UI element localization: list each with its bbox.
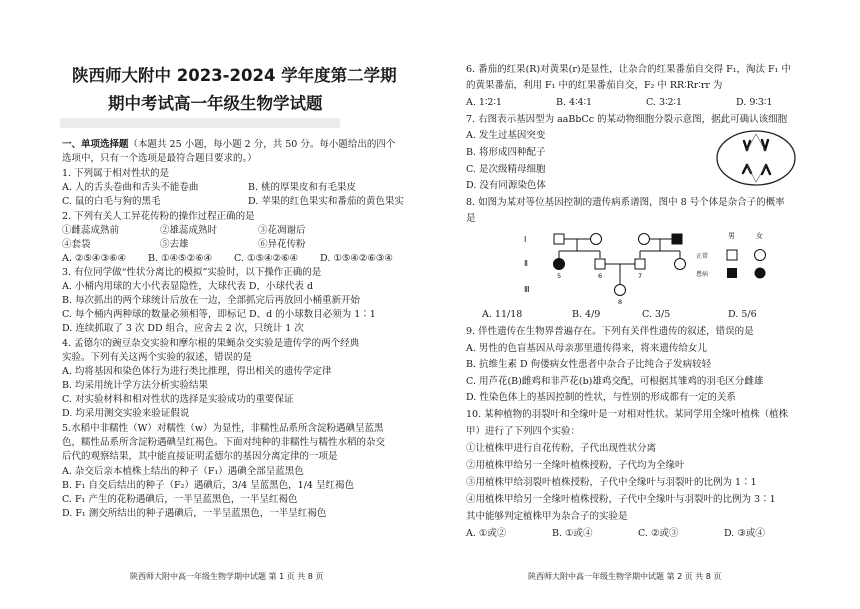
- chromosome-2: [762, 140, 768, 150]
- q4-option-c: C. 对实验材料和相对性状的选择是实验成功的重要保证: [62, 394, 294, 405]
- pedigree-num-5: 5: [557, 272, 562, 280]
- individual-3-circle: [639, 234, 650, 245]
- q3-option-b: B. 每次抓出的两个球统计后放在一边，全部抓完后再放回小桶重新开始: [62, 295, 361, 306]
- legend-affected: 患病: [696, 271, 709, 278]
- q2-stem: 2. 下列有关人工异花传粉的操作过程正确的是: [62, 211, 255, 222]
- q9-option-a: A. 男性的色盲基因从母亲那里遗传得来，将来遗传给女儿: [466, 343, 707, 354]
- q2-option-b: B. ①④⑤②⑥④: [148, 253, 213, 264]
- q8-option-a: A. 11/18: [482, 309, 523, 320]
- q2-option-d: D. ①⑤④②⑥③④: [320, 253, 393, 264]
- individual-8a-circle: [675, 259, 686, 270]
- q8-stem-a: 8. 如图为某对等位基因控制的遗传病系谱图，图中 8 号个体是杂合子的概率: [466, 197, 785, 208]
- q5-stem-b: 色，糯性品系所含淀粉遇碘呈红褐色。下面对纯种的非糯性与糯性水稻的杂交: [62, 437, 386, 448]
- section1-header: [62, 139, 395, 151]
- q8-option-c: C. 3/5: [642, 309, 671, 320]
- chromosome-1: [744, 141, 750, 150]
- q5-option-d: D. F₁ 测交所结出的种子遇碘后，一半呈蓝黑色，一半呈红褐色: [62, 508, 327, 519]
- q6-stem-a: 6. 番茄的红果(R)对黄果(r)是显性，让杂合的红果番茄自交得 F₁，淘汰 F₁ 中: [466, 64, 791, 75]
- legend-female: 女: [756, 232, 763, 240]
- section1-heading: 一、单项选择题: [62, 139, 129, 150]
- q1-stem: 1. 下列属于相对性状的是: [62, 168, 170, 179]
- left-footer: 陕西师大附中高一年级生物学期中试题 第 1 页 共 8 页: [130, 572, 324, 581]
- individual-8-circle: [615, 285, 626, 296]
- q10-option-d: D. ③或④: [724, 528, 765, 539]
- q10-option-c: C. ②或③: [638, 528, 679, 539]
- q9-option-d: D. 性染色体上的基因控制的性状，与性别的形成都有一定的关系: [466, 392, 736, 403]
- pedigree-num-7: 7: [638, 272, 643, 280]
- q7-option-a: A. 发生过基因突变: [466, 130, 546, 141]
- individual-7-square: [635, 259, 645, 269]
- q6-option-a: A. 1∶2∶1: [466, 97, 502, 108]
- individual-4-square-affected: [672, 234, 682, 244]
- section1-desc-a: （本题共 25 小题，每小题 2 分，共 50 分。每小题给出的四个: [128, 139, 396, 150]
- q6-stem-b: 的黄果番茄，利用 F₁ 中的红果番茄自交，F₂ 中 RR∶Rr∶rr 为: [466, 80, 723, 91]
- legend-normal-male-icon: [727, 250, 737, 260]
- cell-division-figure: [714, 128, 798, 188]
- q4-option-b: B. 均采用统计学方法分析实验结果: [62, 380, 209, 391]
- legend-male: 男: [728, 232, 735, 240]
- q8-option-d: D. 5/6: [728, 309, 757, 320]
- pedigree-legend: [696, 231, 766, 279]
- q6-option-b: B. 4∶4∶1: [556, 97, 593, 108]
- q5-stem-a: 5.水稻中非糯性（W）对糯性（w）为显性，非糯性品系所含淀粉遇碘呈蓝黑: [62, 423, 384, 434]
- q8-stem-b: 是: [466, 213, 476, 224]
- q2-option-c: C. ①⑤④②⑥④: [234, 253, 299, 264]
- q7-option-d: D. 没有同源染色体: [466, 180, 546, 191]
- q2-item-3: ③花凋谢后: [258, 225, 306, 236]
- q10-option-b: B. ①或④: [552, 528, 593, 539]
- chromosome-3: [743, 165, 751, 173]
- q4-stem-b: 实验。下列有关这两个实验的叙述，错误的是: [62, 352, 253, 363]
- q5-option-b: B. F₁ 自交后结出的种子（F₂）遇碘后，3/4 呈蓝黑色，1/4 呈红褐色: [62, 480, 354, 491]
- q3-stem: 3. 有位同学做“性状分离比的模拟”实验时，以下操作正确的是: [62, 267, 322, 278]
- q9-stem: 9. 伴性遗传在生物界普遍存在。下列有关伴性遗传的叙述，错误的是: [466, 326, 754, 337]
- q1-option-b: B. 桃的厚果皮和有毛果皮: [248, 182, 357, 193]
- q5-option-a: A. 杂交后亲本植株上结出的种子（F₁）遇碘全部呈蓝黑色: [62, 466, 304, 477]
- q4-option-d: D. 均采用测交实验来验证假说: [62, 408, 190, 419]
- individual-6-square: [595, 259, 605, 269]
- q7-option-b: B. 将形成四种配子: [466, 147, 546, 158]
- q9-option-c: C. 用芦花(B)雌鸡和非芦花(b)雄鸡交配，可根据其雏鸡的羽毛区分雌雄: [466, 376, 764, 387]
- q2-option-a: A. ②⑤④③⑥④: [62, 253, 126, 264]
- q2-item-5: ⑤去雄: [160, 239, 189, 250]
- q7-stem: 7. 右图表示基因型为 aaBbCc 的某动物细胞分裂示意图，据此可确认该细胞: [466, 114, 788, 125]
- q1-option-d: D. 苹果的红色果实和番茄的黄色果实: [248, 196, 404, 207]
- individual-2-circle: [591, 234, 602, 245]
- generation-label-1: Ⅰ: [524, 235, 527, 244]
- q10-stem-a: 10. 某种植物的羽裂叶和全缘叶是一对相对性状。某同学用全缘叶植株（植株: [466, 409, 789, 420]
- q10-item-1: ①让植株甲进行自花传粉，子代出现性状分离: [466, 443, 657, 454]
- q10-option-a: A. ①或②: [466, 528, 507, 539]
- right-page: [430, 0, 860, 609]
- q3-option-c: C. 每个桶内两种球的数量必须相等，即标记 D、d 的小球数目必须为 1∶1: [62, 309, 376, 320]
- q4-stem-a: 4. 孟德尔的豌豆杂交实验和摩尔根的果蝇杂交实验是遗传学的两个经典: [62, 338, 360, 349]
- q4-option-a: A. 均将基因和染色体行为进行类比推理，得出相关的遗传学定律: [62, 366, 332, 377]
- pedigree-num-8: 8: [618, 298, 623, 306]
- legend-affected-female-icon: [755, 268, 766, 279]
- q3-option-a: A. 小桶内用球的大小代表显隐性，大球代表 D，小球代表 d: [62, 281, 314, 292]
- exam-title-line1: 陕西师大附中 2023-2024 学年度第二学期: [72, 66, 397, 85]
- redacted-band: [60, 118, 340, 128]
- q9-option-b: B. 抗维生素 D 佝偻病女性患者中杂合子比纯合子发病较轻: [466, 359, 712, 370]
- exam-title-line2: 期中考试高一年级生物学试题: [108, 94, 323, 113]
- q3-option-d: D. 连续抓取了 3 次 DD 组合，应舍去 2 次，只统计 1 次: [62, 323, 304, 334]
- individual-5-circle-affected: [554, 259, 565, 270]
- individual-1-square: [554, 234, 564, 244]
- q2-item-2: ②雄蕊成熟时: [160, 225, 218, 236]
- q6-option-d: D. 9∶3∶1: [736, 97, 773, 108]
- q10-stem-b: 甲）进行了下列四个实验：: [466, 426, 581, 437]
- q1-option-c: C. 鼠的白毛与狗的黑毛: [62, 196, 161, 207]
- legend-normal-female-icon: [755, 250, 766, 261]
- section1-desc-b: 选项中，只有一个选项是最符合题目要求的。）: [62, 153, 257, 164]
- legend-normal: 正常: [696, 253, 709, 260]
- right-footer: 陕西师大附中高一年级生物学期中试题 第 2 页 共 8 页: [528, 572, 722, 581]
- pedigree-chart: [520, 226, 820, 306]
- chromosomes: [743, 140, 770, 174]
- q2-item-4: ④套袋: [62, 239, 91, 250]
- legend-affected-male-icon: [727, 268, 737, 278]
- q1-option-a: A. 人的舌头卷曲和舌头不能卷曲: [62, 182, 199, 193]
- q10-item-3: ③用植株甲给羽裂叶植株授粉，子代中全缘叶与羽裂叶的比例为 1∶1: [466, 477, 757, 488]
- q2-item-1: ①雌蕊成熟前: [62, 225, 120, 236]
- q8-option-b: B. 4/9: [572, 309, 601, 320]
- q10-item-4: ④用植株甲给另一全缘叶植株授粉，子代中全缘叶与羽裂叶的比例为 3∶1: [466, 494, 776, 505]
- pedigree-num-6: 6: [598, 272, 603, 280]
- generation-label-2: Ⅱ: [524, 259, 528, 268]
- q5-option-c: C. F₁ 产生的花粉遇碘后，一半呈蓝黑色，一半呈红褐色: [62, 494, 298, 505]
- q2-item-6: ⑥异花传粉: [258, 239, 306, 250]
- generation-label-3: Ⅲ: [524, 285, 530, 294]
- q10-stem-c: 其中能够判定植株甲为杂合子的实验是: [466, 511, 628, 522]
- q7-option-c: C. 是次级精母细胞: [466, 164, 546, 175]
- cell-membrane: [717, 131, 795, 185]
- q10-item-2: ②用植株甲给另一全缘叶植株授粉，子代均为全缘叶: [466, 460, 685, 471]
- q5-stem-c: 后代的观察结果，其中能直接证明孟德尔的基因分离定律的一项是: [62, 451, 338, 462]
- q6-option-c: C. 3∶2∶1: [646, 97, 683, 108]
